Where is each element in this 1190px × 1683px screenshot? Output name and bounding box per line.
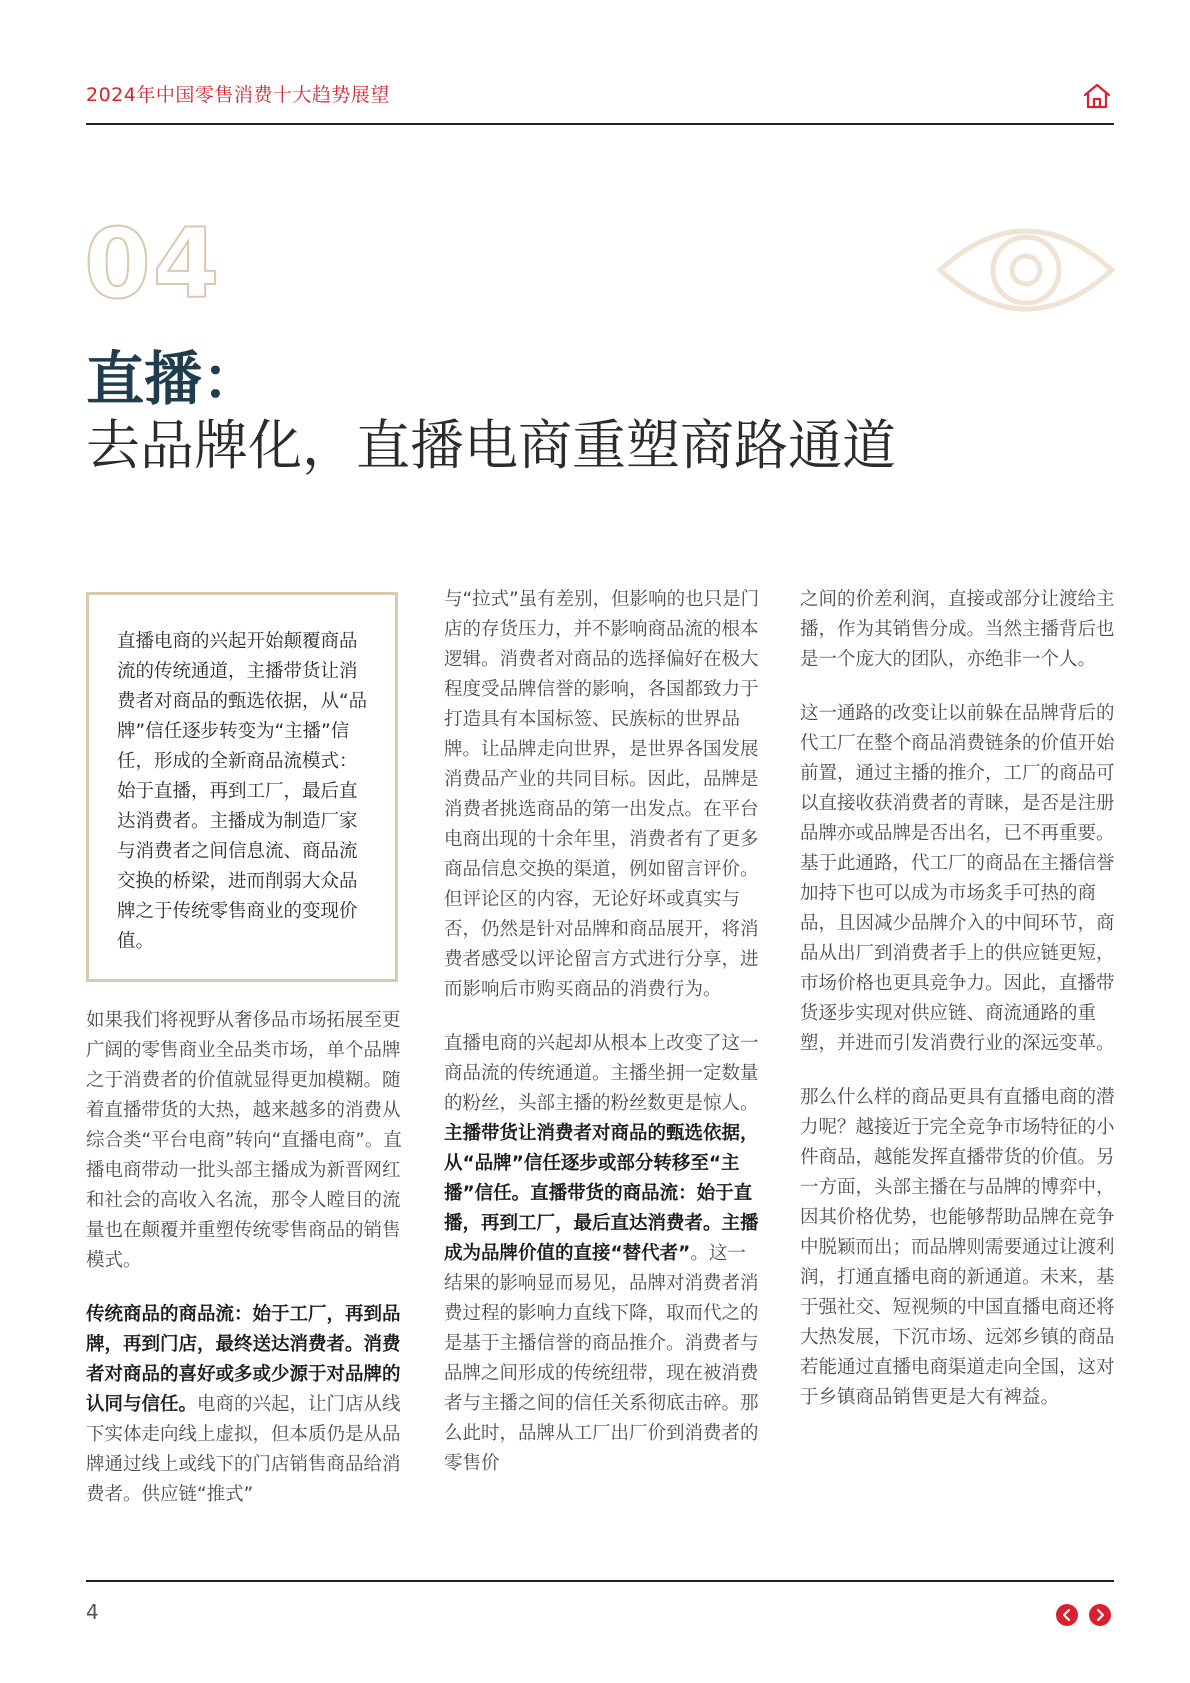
chapter-subtitle: 去品牌化，直播电商重塑商路通道 — [86, 414, 896, 477]
next-page-button[interactable] — [1089, 1604, 1111, 1626]
eye-icon — [936, 210, 1116, 330]
paragraph: 那么什么样的商品更具有直播电商的潜力呢？越接近于完全竞争市场特征的小件商品，越能发挥直播带货的价值。另一方面，头部主播在与品牌的博弈中，因其价格优势，也能够帮助品牌在竞争中脱颖而出；而品牌则需要通过让渡利润，打通直播电商的新通道。未来，基于强社交、短视频的中国直播电商还将大热发展，下沉市场、远郊乡镇的商品若能通过直播电商渠道走向全国，这对于乡镇商品销售更是大有裨益。 — [800, 1087, 1115, 1408]
paragraph: 如果我们将视野从奢侈品市场拓展至更广阔的零售商业全品类市场，单个品牌之于消费者的价值就显得更加模糊。随着直播带货的大热，越来越多的消费从综合类“平台电商”转向“直播电商”。直播电商带动一批头部主播成为新晋网红和社会的高收入名流，那令人瞠目的流量也在颠覆并重塑传统零售商品的销售模式。 — [86, 1010, 402, 1271]
paragraph — [86, 1300, 402, 1510]
paragraph-text: 直播电商的兴起却从根本上改变了这一商品流的传统通道。主播坐拥一定数量的粉丝，头部主播的粉丝数更是惊人。 — [444, 1033, 759, 1114]
paragraph: 与“拉式”虽有差别，但影响的也只是门店的存货压力，并不影响商品流的根本逻辑。消费者对商品的选择偏好在极大程度受品牌信誉的影响，各国都致力于打造具有本国标签、民族标的世界品牌。让品牌走向世界，是世界各国发展消费品产业的共同目标。因此，品牌是消费者挑选商品的第一出发点。在平台电商出现的十余年里，消费者有了更多商品信息交换的渠道，例如留言评价。但评论区的内容，无论好坏或真实与否，仍然是针对品牌和商品展开，将消费者感受以评论留言方式进行分享，进而影响后市购买商品的消费行为。 — [444, 589, 760, 1000]
home-icon[interactable] — [1082, 82, 1112, 110]
footer-divider — [86, 1580, 1114, 1582]
paragraph-text: 。这一结果的影响显而易见，品牌对消费者消费过程的影响力直线下降，取而代之的是基于主播信誉的商品推介。消费者与品牌之间形成的传统纽带，现在被消费者与主播之间的信任关系彻底击碎。那么此时，品牌从工厂出厂价到消费者的零售价 — [444, 1243, 759, 1474]
body-column-3 — [800, 585, 1116, 1437]
page-number: 4 — [86, 1600, 99, 1624]
prev-page-button[interactable] — [1056, 1604, 1078, 1626]
chevron-left-icon — [1056, 1604, 1078, 1626]
header-title: 2024年中国零售消费十大趋势展望 — [86, 84, 390, 106]
summary-callout — [86, 592, 398, 982]
callout-text: 直播电商的兴起开始颠覆商品流的传统通道，主播带货让消费者对商品的甄选依据，从“品牌”信任逐步转变为“主播”信任，形成的全新商品流模式：始于直播，再到工厂，最后直达消费者。主播成为制造厂家与消费者之间信息流、商品流交换的桥梁，进而削弱大众品牌之于传统零售商业的变现价值。 — [117, 631, 368, 952]
paragraph — [444, 1029, 760, 1479]
chapter-title: 直播： — [86, 345, 261, 413]
body-column-1 — [86, 1006, 402, 1534]
chapter-number: 04 — [84, 208, 222, 320]
paragraph: 这一通路的改变让以前躲在品牌背后的代工厂在整个商品消费链条的价值开始前置，通过主播的推介，工厂的商品可以直接收获消费者的青睐，是否是注册品牌亦或品牌是否出名，已不再重要。基于此通路，代工厂的商品在主播信誉加持下也可以成为市场炙手可热的商品，且因减少品牌介入的中间环节，商品从出厂到消费者手上的供应链更短，市场价格也更具竞争力。因此，直播带货逐步实现对供应链、商流通路的重塑，并进而引发消费行业的深远变革。 — [800, 703, 1115, 1054]
header-divider — [86, 123, 1114, 125]
chevron-right-icon — [1089, 1604, 1111, 1626]
body-column-2 — [444, 585, 760, 1503]
bold-text: 传统商品的商品流：始于工厂，再到品牌，再到门店，最终送达消费者。消费者对商品的喜好或多或少源于对品牌的认同与信任。 — [86, 1304, 401, 1415]
paragraph-text: 电商的兴起，让门店从线下实体走向线上虚拟，但本质仍是从品牌通过线上或线下的门店销售商品给消费者。供应链“推式” — [86, 1394, 401, 1505]
paragraph: 之间的价差利润，直接或部分让渡给主播，作为其销售分成。当然主播背后也是一个庞大的团队，亦绝非一个人。 — [800, 589, 1115, 670]
bold-text: 主播带货让消费者对商品的甄选依据，从“品牌”信任逐步或部分转移至“主播”信任。直播带货的商品流：始于直播，再到工厂，最后直达消费者。主播成为品牌价值的直接“替代者” — [444, 1123, 759, 1264]
